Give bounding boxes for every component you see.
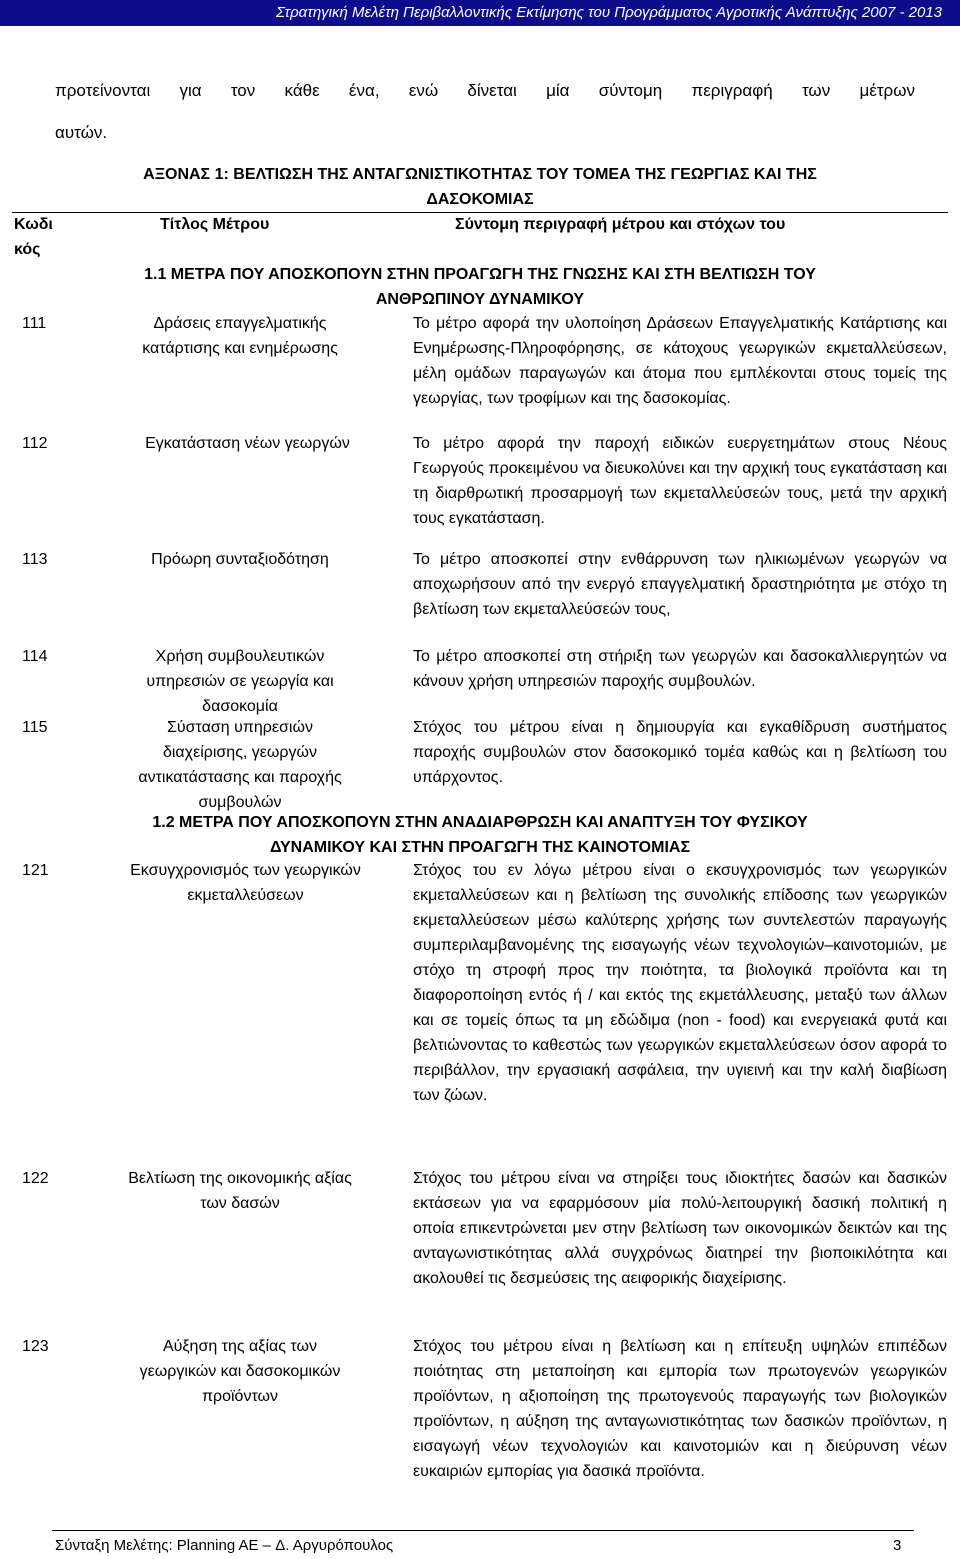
section-title-line: ΔΥΝΑΜΙΚΟΥ ΚΑΙ ΣΤΗΝ ΠΡΟΑΓΩΓΗ ΤΗΣ ΚΑΙΝΟΤΟΜΙΑΣ bbox=[269, 839, 691, 856]
page-number: 3 bbox=[893, 1537, 902, 1554]
measure-description: Το μέτρο αποσκοπεί στη στήριξη των γεωργών και δασοκαλλιεργητών να κάνουν χρήση υπηρεσιών παροχής συμβουλών. bbox=[413, 648, 947, 690]
section-title-line: 1.1 ΜΕΤΡΑ ΠΟΥ ΑΠΟΣΚΟΠΟΥΝ ΣΤΗΝ ΠΡΟΑΓΩΓΗ ΤΗΣ ΓΝΩΣΗΣ ΚΑΙ ΣΤΗ ΒΕΛΤΙΩΣΗ ΤΟΥ bbox=[144, 266, 816, 283]
footer-rule bbox=[52, 1530, 914, 1531]
measure-code: 113 bbox=[22, 551, 48, 568]
footer-author: Σύνταξη Μελέτης: Planning AE – Δ. Αργυρόπουλος bbox=[55, 1537, 394, 1554]
column-header-description: Σύντομη περιγραφή μέτρου και στόχων του bbox=[455, 216, 786, 233]
measure-code: 115 bbox=[22, 719, 48, 736]
measure-title: Εγκατάσταση νέων γεωργών bbox=[145, 435, 350, 452]
column-header-title: Τίτλος Μέτρου bbox=[160, 216, 270, 233]
measure-code: 112 bbox=[22, 435, 48, 452]
measure-code: 111 bbox=[22, 315, 47, 332]
axis-title-line: ΔΑΣΟΚΟΜΙΑΣ bbox=[426, 191, 534, 208]
measure-description: Το μέτρο αφορά την υλοποίηση Δράσεων Επαγγελματικής Κατάρτισης και Ενημέρωσης-Πληροφόρησης, σε κάτοχους γεωργικών εκμεταλλεύσεων, μέλη ομάδων παραγωγών και άτομα που εμπλέκονται στους τομείς της γεωργίας, των τροφίμων και της δασοκομίας. bbox=[413, 315, 947, 407]
axis-title bbox=[0, 162, 960, 212]
intro-line: αυτών. bbox=[55, 123, 108, 142]
measure-title: Δράσεις επαγγελματικής κατάρτισης και ενημέρωσης bbox=[142, 315, 338, 357]
document-running-header: Στρατηγική Μελέτη Περιβαλλοντικής Εκτίμησης του Προγράμματος Αγροτικής Ανάπτυξης 2007 - 2013 bbox=[0, 0, 960, 26]
section-title-line: 1.2 ΜΕΤΡΑ ΠΟΥ ΑΠΟΣΚΟΠΟΥΝ ΣΤΗΝ ΑΝΑΔΙΑΡΘΡΩΣΗ ΚΑΙ ΑΝΑΠΤΥΞΗ ΤΟΥ ΦΥΣΙΚΟΥ bbox=[152, 814, 808, 831]
column-header-code-line: Κωδι bbox=[14, 216, 53, 233]
column-header-code-line: κός bbox=[14, 241, 41, 258]
measure-code: 121 bbox=[22, 862, 49, 879]
measure-title: Χρήση συμβουλευτικών υπηρεσιών σε γεωργία και δασοκομία bbox=[146, 648, 334, 715]
intro-line: προτείνονται για τον κάθε ένα, ενώ δίνεται μία σύντομη περιγραφή των μέτρων bbox=[55, 81, 915, 100]
section-title-1-1 bbox=[0, 262, 960, 312]
axis-title-line: ΑΞΟΝΑΣ 1: ΒΕΛΤΙΩΣΗ ΤΗΣ ΑΝΤΑΓΩΝΙΣΤΙΚΟΤΗΤΑΣ ΤΟΥ ΤΟΜΕΑ ΤΗΣ ΓΕΩΡΓΙΑΣ ΚΑΙ ΤΗΣ bbox=[143, 166, 817, 183]
measure-description: Στόχος του μέτρου είναι η δημιουργία και εγκαθίδρυση συστήματος παροχής συμβουλών στον δασοκομικό τομέα καθώς και η βελτίωση του υπάρχοντος. bbox=[413, 719, 947, 786]
section-title-line: ΑΝΘΡΩΠΙΝΟΥ ΔΥΝΑΜΙΚΟΥ bbox=[375, 291, 585, 308]
measure-title: Αύξηση της αξίας των γεωργικών και δασοκομικών προϊόντων bbox=[139, 1338, 341, 1405]
measure-title: Βελτίωση της οικονομικής αξίας των δασών bbox=[128, 1170, 352, 1212]
measure-title: Πρόωρη συνταξιοδότηση bbox=[151, 551, 329, 568]
measure-title: Εκσυγχρονισμός των γεωργικών εκμεταλλεύσεων bbox=[130, 862, 361, 904]
measure-description: Το μέτρο αφορά την παροχή ειδικών ευεργετημάτων στους Νέους Γεωργούς προκειμένου να διευκολύνει και την αρχική τους εγκατάσταση και τη διαρθρωτική προσαρμογή των εκμεταλλεύσεών τους, μετά την αρχική τους εγκατάσταση. bbox=[413, 435, 947, 527]
measure-description: Στόχος του μέτρου είναι να στηρίξει τους ιδιοκτήτες δασών και δασικών εκτάσεων για να εφαρμόσουν μία πολύ-λειτουργική δασική πολιτική η οποία επικεντρώνεται μεν στην βελτίωση των οικονομικών δεικτών και της ανταγωνιστικότητας αλλά συγχρόνως διατηρεί την βιοποικιλότητα και ακολουθεί τις δεσμεύσεις της αειφορικής διαχείρισης. bbox=[413, 1170, 947, 1287]
measure-code: 123 bbox=[22, 1338, 49, 1355]
measure-description: Στόχος του εν λόγω μέτρου είναι ο εκσυγχρονισμός των γεωργικών εκμεταλλεύσεων και η βελτίωση της συνολικής επίδοσης των γεωργικών εκμεταλλεύσεων μέσω καλύτερης χρήσης των συντελεστών παραγωγής συμπεριλαμβανομένης της εισαγωγής νέων τεχνολογιών–καινοτομιών, με στόχο τη στροφή προς την ποιότητα, τα βιολογικά προϊόντα και τη διαφοροποίηση εντός ή / και εκτός της εκμετάλλευσης, μεταξύ των άλλων και σε τομείς όπως τα μη εδώδιμα (non - food) και ενεργειακά φυτά και βελτιώνοντας το καθεστώς των γεωργικών εκμεταλλεύσεων όσον αφορά το περιβάλλον, την εργασιακή ασφάλεια, την υγιεινή και την καλή διαβίωση των ζώων. bbox=[413, 862, 947, 1104]
measure-description: Στόχος του μέτρου είναι η βελτίωση και η επίτευξη υψηλών επιπέδων ποιότητας στη μεταποίηση και εμπορία των πρωτογενών γεωργικών προϊόντων, η αξιοποίηση της πρωτογενούς παραγωγής των βιολογικών προϊόντων, η αύξηση της ανταγωνιστικότητας των δασικών προϊόντων, η εισαγωγή νέων τεχνολογιών και καινοτομιών και η διεύρυνση νέων ευκαιριών εμπορίας για δασικά προϊόντα. bbox=[413, 1338, 947, 1480]
section-title-1-2 bbox=[0, 810, 960, 860]
measure-description: Το μέτρο αποσκοπεί στην ενθάρρυνση των ηλικιωμένων γεωργών να αποχωρήσουν από την ενεργό επαγγελματική δραστηριότητα με στόχο τη βελτίωση των εκμεταλλεύσεών τους, bbox=[413, 551, 947, 618]
column-header-code bbox=[14, 212, 53, 262]
measure-code: 114 bbox=[22, 648, 48, 665]
measure-code: 122 bbox=[22, 1170, 49, 1187]
measure-title: Σύσταση υπηρεσιών διαχείρισης, γεωργών αντικατάστασης και παροχής συμβουλών bbox=[138, 719, 342, 811]
intro-paragraph bbox=[55, 70, 915, 154]
